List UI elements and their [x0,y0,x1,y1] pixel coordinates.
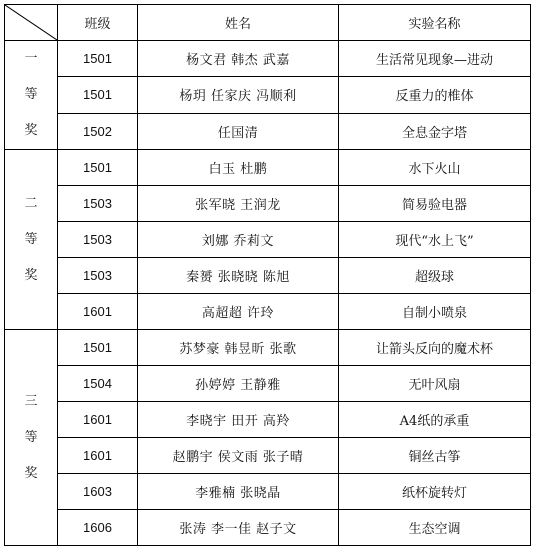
class-cell: 1502 [58,113,138,149]
names-cell: 杨文君 韩杰 武嘉 [138,41,339,77]
prize-level-cell [5,150,58,330]
table-row [5,366,531,402]
prize-level-char: 等 [24,87,38,102]
prize-level-char: 等 [24,231,38,247]
prize-level-cell [5,330,58,546]
names-cell: 任国清 [138,113,339,149]
prize-level-char: 三 [24,393,38,409]
prize-level-cell [5,41,58,150]
table-row [5,438,531,474]
table-row [5,77,531,113]
table-row [5,402,531,438]
names-cell: 李雅楠 张晓晶 [138,474,339,510]
class-cell: 1504 [58,366,138,402]
names-cell: 赵鹏宇 侯文雨 张子晴 [138,438,339,474]
names-cell: 李晓宇 田开 高羚 [138,402,339,438]
prize-level-char: 奖 [24,123,38,138]
header-row [5,5,531,41]
class-cell: 1606 [58,510,138,546]
diagonal-line-icon [5,5,57,40]
names-cell: 高超超 许玲 [138,294,339,330]
class-cell: 1501 [58,77,138,113]
prize-level-char: 奖 [24,465,38,481]
table-row [5,474,531,510]
prize-level-char: 一 [24,51,38,66]
experiment-cell: 生态空调 [339,510,531,546]
experiment-cell: 现代“水上飞” [339,222,531,258]
class-cell: 1601 [58,402,138,438]
experiment-cell: 反重力的椎体 [339,77,531,113]
names-cell: 孙婷婷 王静雅 [138,366,339,402]
header-names: 姓名 [138,5,339,41]
header-class: 班级 [58,5,138,41]
awards-table-body [5,5,531,546]
experiment-cell: 全息金字塔 [339,113,531,149]
class-cell: 1503 [58,258,138,294]
names-cell: 张军晓 王润龙 [138,186,339,222]
experiment-cell: 简易验电器 [339,186,531,222]
diagonal-corner-cell [5,5,58,41]
prize-level-char: 二 [24,195,38,211]
names-cell: 秦赟 张晓晓 陈旭 [138,258,339,294]
awards-table [4,4,531,546]
names-cell: 杨玥 任家庆 冯顺利 [138,77,339,113]
experiment-cell: 水下火山 [339,150,531,186]
class-cell: 1501 [58,41,138,77]
experiment-cell: 生活常见现象—进动 [339,41,531,77]
class-cell: 1503 [58,186,138,222]
experiment-cell: 让箭头反向的魔术杯 [339,330,531,366]
table-row [5,186,531,222]
prize-level-char: 等 [24,429,38,445]
class-cell: 1503 [58,222,138,258]
experiment-cell: 超级球 [339,258,531,294]
table-row [5,150,531,186]
names-cell: 张涛 李一佳 赵子文 [138,510,339,546]
class-cell: 1501 [58,330,138,366]
table-row [5,41,531,77]
header-experiment: 实验名称 [339,5,531,41]
class-cell: 1501 [58,150,138,186]
names-cell: 苏梦豪 韩昱昕 张歌 [138,330,339,366]
class-cell: 1601 [58,294,138,330]
table-row [5,330,531,366]
table-row [5,510,531,546]
experiment-cell: A4纸的承重 [339,402,531,438]
table-row [5,294,531,330]
names-cell: 刘娜 乔莉文 [138,222,339,258]
names-cell: 白玉 杜鹏 [138,150,339,186]
experiment-cell: 无叶风扇 [339,366,531,402]
class-cell: 1601 [58,438,138,474]
experiment-cell: 自制小喷泉 [339,294,531,330]
table-row [5,258,531,294]
class-cell: 1603 [58,474,138,510]
table-row [5,222,531,258]
experiment-cell: 纸杯旋转灯 [339,474,531,510]
experiment-cell: 铜丝古筝 [339,438,531,474]
prize-level-char: 奖 [24,267,38,283]
table-row [5,113,531,149]
